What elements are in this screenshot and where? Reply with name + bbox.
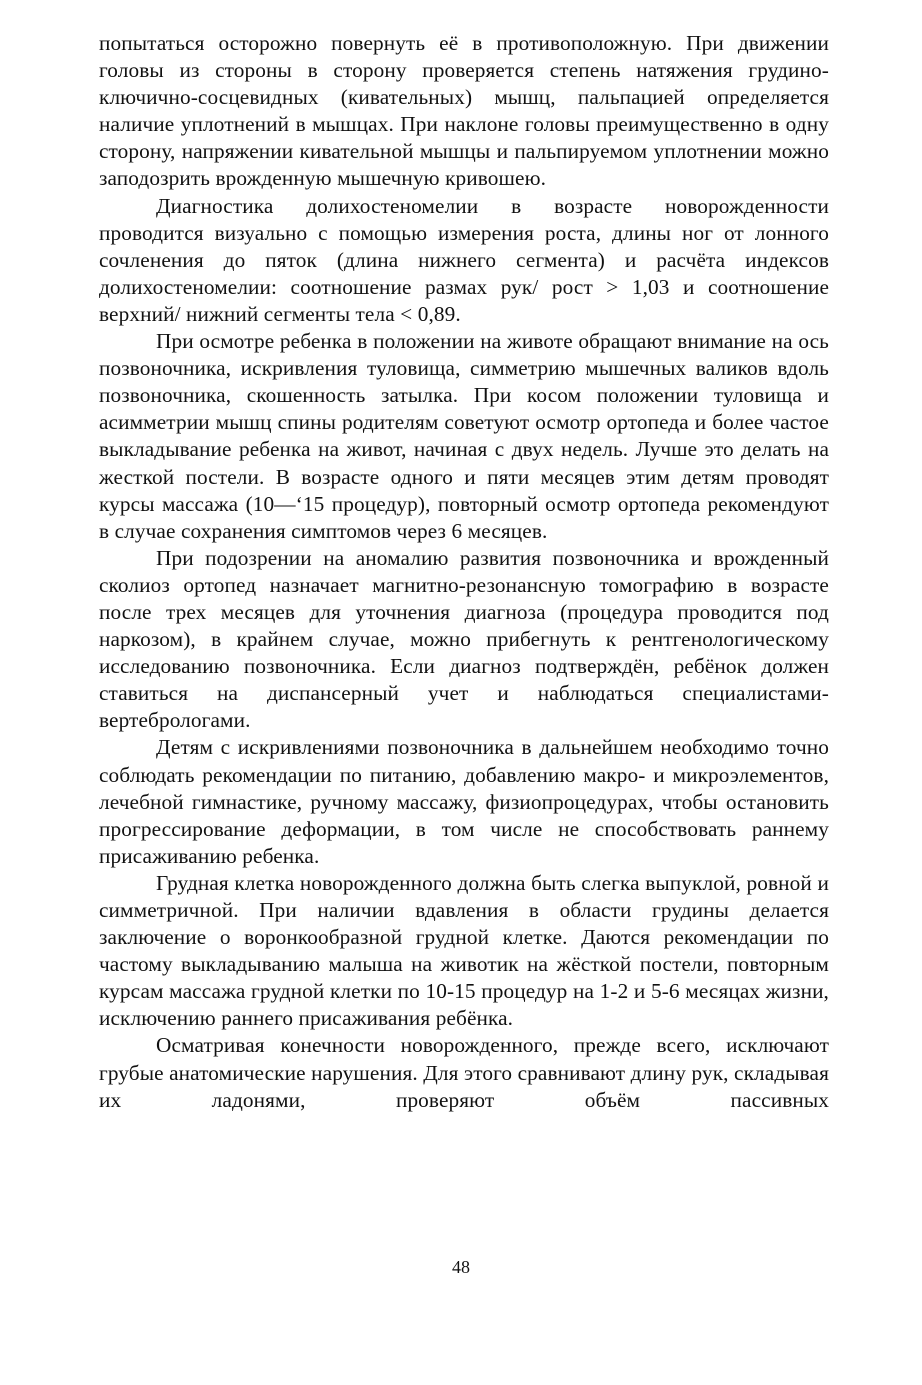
body-text xyxy=(99,30,829,1114)
paragraph-prone-examination: При осмотре ребенка в положении на животе обращают внимание на ось позвоночника, искривления туловища, симметрию мышечных валиков вдоль позвоночника, скошенность затылка. При косом положении туловища и асимметрии мышц спины родителям советуют осмотр ортопеда и более частое выкладывание ребенка на живот, начиная с двух недель. Лучше это делать на жесткой постели. В возрасте одного и пяти месяцев этим детям проводят курсы массажа (10—‘15 процедур), повторный осмотр ортопеда рекомендуют в случае сохранения симптомов через 6 месяцев. xyxy=(99,329,829,543)
paragraph-dolichostenomelia: Диагностика долихостеномелии в возрасте новорожденности проводится визуально с помощью измерения роста, длины ног от лонного сочленения до пяток (длина нижнего сегмента) и расчёта индексов долихостеномелии: соотношение размах рук/ рост > 1,03 и соотношение верхний/ нижний сегменты тела < 0,89. xyxy=(99,193,829,326)
page-number: 48 xyxy=(452,1257,470,1277)
paragraph-spinal-curvature-care: Детям с искривлениями позвоночника в дальнейшем необходимо точно соблюдать рекомендации по питанию, добавлению макро- и микроэлементов, лечебной гимнастике, ручному массажу, физиопроцедурах, чтобы остановить прогрессирование деформации, в том числе не способствовать раннему присаживанию ребенка. xyxy=(99,735,829,868)
paragraph-chest-examination: Грудная клетка новорожденного должна быть слегка выпуклой, ровной и симметричной. При наличии вдавления в области грудины делается заключение о воронкообразной грудной клетке. Даются рекомендации по частому выкладыванию малыша на животик на жёсткой постели, повторным курсам массажа грудной клетки по 10-15 процедур на 1-2 и 5-6 месяцах жизни, исключению раннего присаживания ребёнка. xyxy=(99,870,829,1031)
paragraph-scoliosis-suspicion: При подозрении на аномалию развития позвоночника и врожденный сколиоз ортопед назначает магнитно-резонансную томографию в возрасте после трех месяцев для уточнения диагноза (процедура проводится под наркозом), в крайнем случае, можно прибегнуть к рентгенологическому исследованию позвоночника. Если диагноз подтверждён, ребёнок должен ставиться на диспансерный учет и наблюдаться специалистами-вертебрологами. xyxy=(99,545,829,733)
paragraph-torticollis-continuation: попытаться осторожно повернуть её в противоположную. При движении головы из стороны в сторону проверяется степень натяжения грудино-ключично-сосцевидных (кивательных) мышц, пальпацией определяется наличие уплотнений в мышцах. При наклоне головы преимущественно в одну сторону, напряжении кивательной мышцы и пальпируемом уплотнении можно заподозрить врожденную мышечную кривошею. xyxy=(99,31,829,191)
paragraph-limbs-examination: Осматривая конечности новорожденного, прежде всего, исключают грубые анатомические нарушения. Для этого сравнивают длину рук, складывая их ладонями, проверяют объём пассивных xyxy=(99,1033,829,1112)
